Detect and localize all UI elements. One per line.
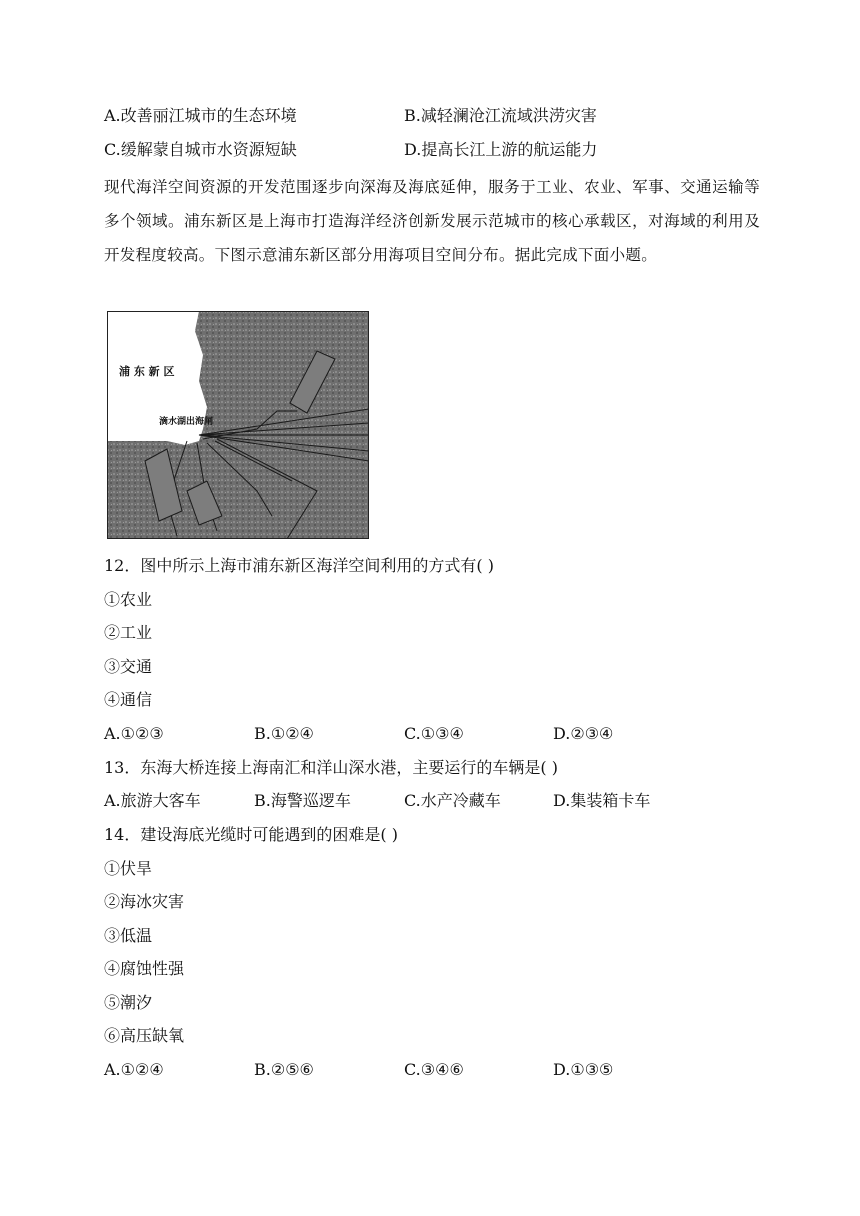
intro-paragraph: 现代海洋空间资源的开发范围逐步向深海及海底延伸，服务于工业、农业、军事、交通运输等多个领域。浦东新区是上海市打造海洋经济创新发展示范城市的核心承载区，对海域的利用及开发程度较高。下图示意浦东新区部分用海项目空间分布。据此完成下面小题。 xyxy=(104,178,760,264)
q14-item-3: ③低温 xyxy=(104,926,153,945)
q14-item-5: ⑤潮汐 xyxy=(104,993,153,1012)
q12-option-b: B.①②④ xyxy=(254,724,314,743)
q13-option-b: B.海警巡逻车 xyxy=(254,791,351,810)
q14-option-a: A.①②④ xyxy=(104,1060,164,1079)
q13-option-a: A.旅游大客车 xyxy=(104,791,201,810)
q14-option-b: B.②⑤⑥ xyxy=(254,1060,314,1079)
q13-option-c: C.水产冷藏车 xyxy=(404,791,501,810)
gate-label: 滴水湖出海闸 xyxy=(159,417,214,427)
q14-item-1: ①伏旱 xyxy=(104,859,153,878)
q12-option-a: A.①②③ xyxy=(104,724,164,743)
q14-stem: 14．建设海底光缆时可能遇到的困难是( ) xyxy=(104,825,398,844)
q14-item-2: ②海冰灾害 xyxy=(104,892,185,911)
q14-option-c: C.③④⑥ xyxy=(404,1060,464,1079)
q12-stem: 12．图中所示上海市浦东新区海洋空间利用的方式有( ) xyxy=(104,556,494,575)
option-a-prev: A.改善丽江城市的生态环境 xyxy=(104,106,297,125)
q12-option-d: D.②③④ xyxy=(553,724,614,743)
option-c-prev: C.缓解蒙自城市水资源短缺 xyxy=(104,140,297,159)
q13-stem: 13．东海大桥连接上海南汇和洋山深水港，主要运行的车辆是( ) xyxy=(104,758,558,777)
q12-item-2: ②工业 xyxy=(104,623,153,642)
q12-option-c: C.①③④ xyxy=(404,724,464,743)
land-label: 浦 东 新 区 xyxy=(119,365,175,378)
option-d-prev: D.提高长江上游的航运能力 xyxy=(404,140,598,159)
q12-item-4: ④通信 xyxy=(104,690,153,709)
q14-item-4: ④腐蚀性强 xyxy=(104,959,185,978)
q12-item-1: ①农业 xyxy=(104,590,153,609)
pudong-sea-use-map xyxy=(107,311,369,539)
q14-option-d: D.①③⑤ xyxy=(553,1060,614,1079)
option-b-prev: B.减轻澜沧江流域洪涝灾害 xyxy=(404,106,597,125)
q12-item-3: ③交通 xyxy=(104,657,153,676)
q14-item-6: ⑥高压缺氧 xyxy=(104,1026,185,1045)
q13-option-d: D.集装箱卡车 xyxy=(553,791,651,810)
